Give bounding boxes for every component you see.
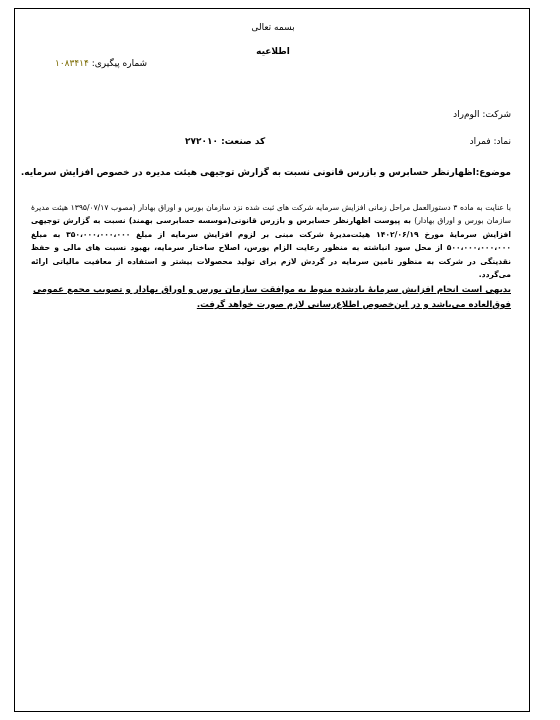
tracking-number: ۱۰۸۳۴۱۴ <box>55 59 89 69</box>
symbol-value: فمراد <box>469 137 491 147</box>
symbol-row <box>470 137 511 147</box>
industry-value: ۲۷۲۰۱۰ <box>185 137 218 147</box>
document-page <box>14 8 530 712</box>
basmala-heading: بسمه تعالی <box>251 23 295 33</box>
company-value: الوم‌راد <box>453 110 480 120</box>
subject-label: موضوع: <box>475 168 511 178</box>
tracking-number-row <box>55 59 147 69</box>
body-paragraph <box>31 201 511 281</box>
final-statement: بدیهی است انجام افزایش سرمایهٔ یادشده منوط به موافقت سازمان بورس و اوراق بهادار و تصویب مجمع عمومی فوق‌العاده می‌باشد و در این‌خصوص اطلاع‌رسانی لازم صورت خواهد گرفت. <box>32 285 511 310</box>
subject-row <box>21 168 511 178</box>
symbol-label: نماد: <box>493 137 511 147</box>
body-part-2: به پیوست اظهارنظر حسابرس و بازرس قانونی(موسسه حسابرسی بهمند) نسبت به گزارش توجیهی افزایش سرمایهٔ مورخ ۱۴۰۲/۰۶/۱۹ هیئت‌مدیرهٔ شرکت مبنی بر لزوم افزایش سرمایه از مبلغ ۳۵۰،۰۰۰،۰۰۰،۰۰۰ به مبلغ ۵۰۰،۰۰۰،۰۰۰،۰۰۰ از محل سود انباشته به منظور رعایت الزام بورس، اصلاح ساختار سرمایه، بهبود نسبت های مالی و حفظ نقدینگی در شرکت به منظور تامین سرمایه در گردش لازم برای تولید محصولات بیشتر و استفاده از معافیت مالیاتی ارائه می‌گردد. <box>31 216 511 280</box>
industry-label: کد صنعت: <box>221 137 266 147</box>
company-row <box>453 110 511 120</box>
tracking-label: شماره پیگیری: <box>91 59 148 69</box>
notice-title: اطلاعیه <box>256 47 290 57</box>
subject-text: اظهارنظر حسابرس و بازرس قانونی نسبت به گزارش توجیهی هیئت مدیره در خصوص افزایش سرمایه. <box>20 168 476 178</box>
company-label: شرکت: <box>482 110 511 120</box>
body-part-1: با عنایت به ماده ۳ دستورالعمل مراحل زمانی افزایش سرمایه شرکت های ثبت شده نزد سازمان بورس و اوراق بهادار (مصوب ۱۳۹۵/۰۷/۱۷ هیئت مدیرهٔ سازمان بورس و اوراق بهادار) <box>31 203 512 226</box>
industry-code-row <box>185 137 265 147</box>
